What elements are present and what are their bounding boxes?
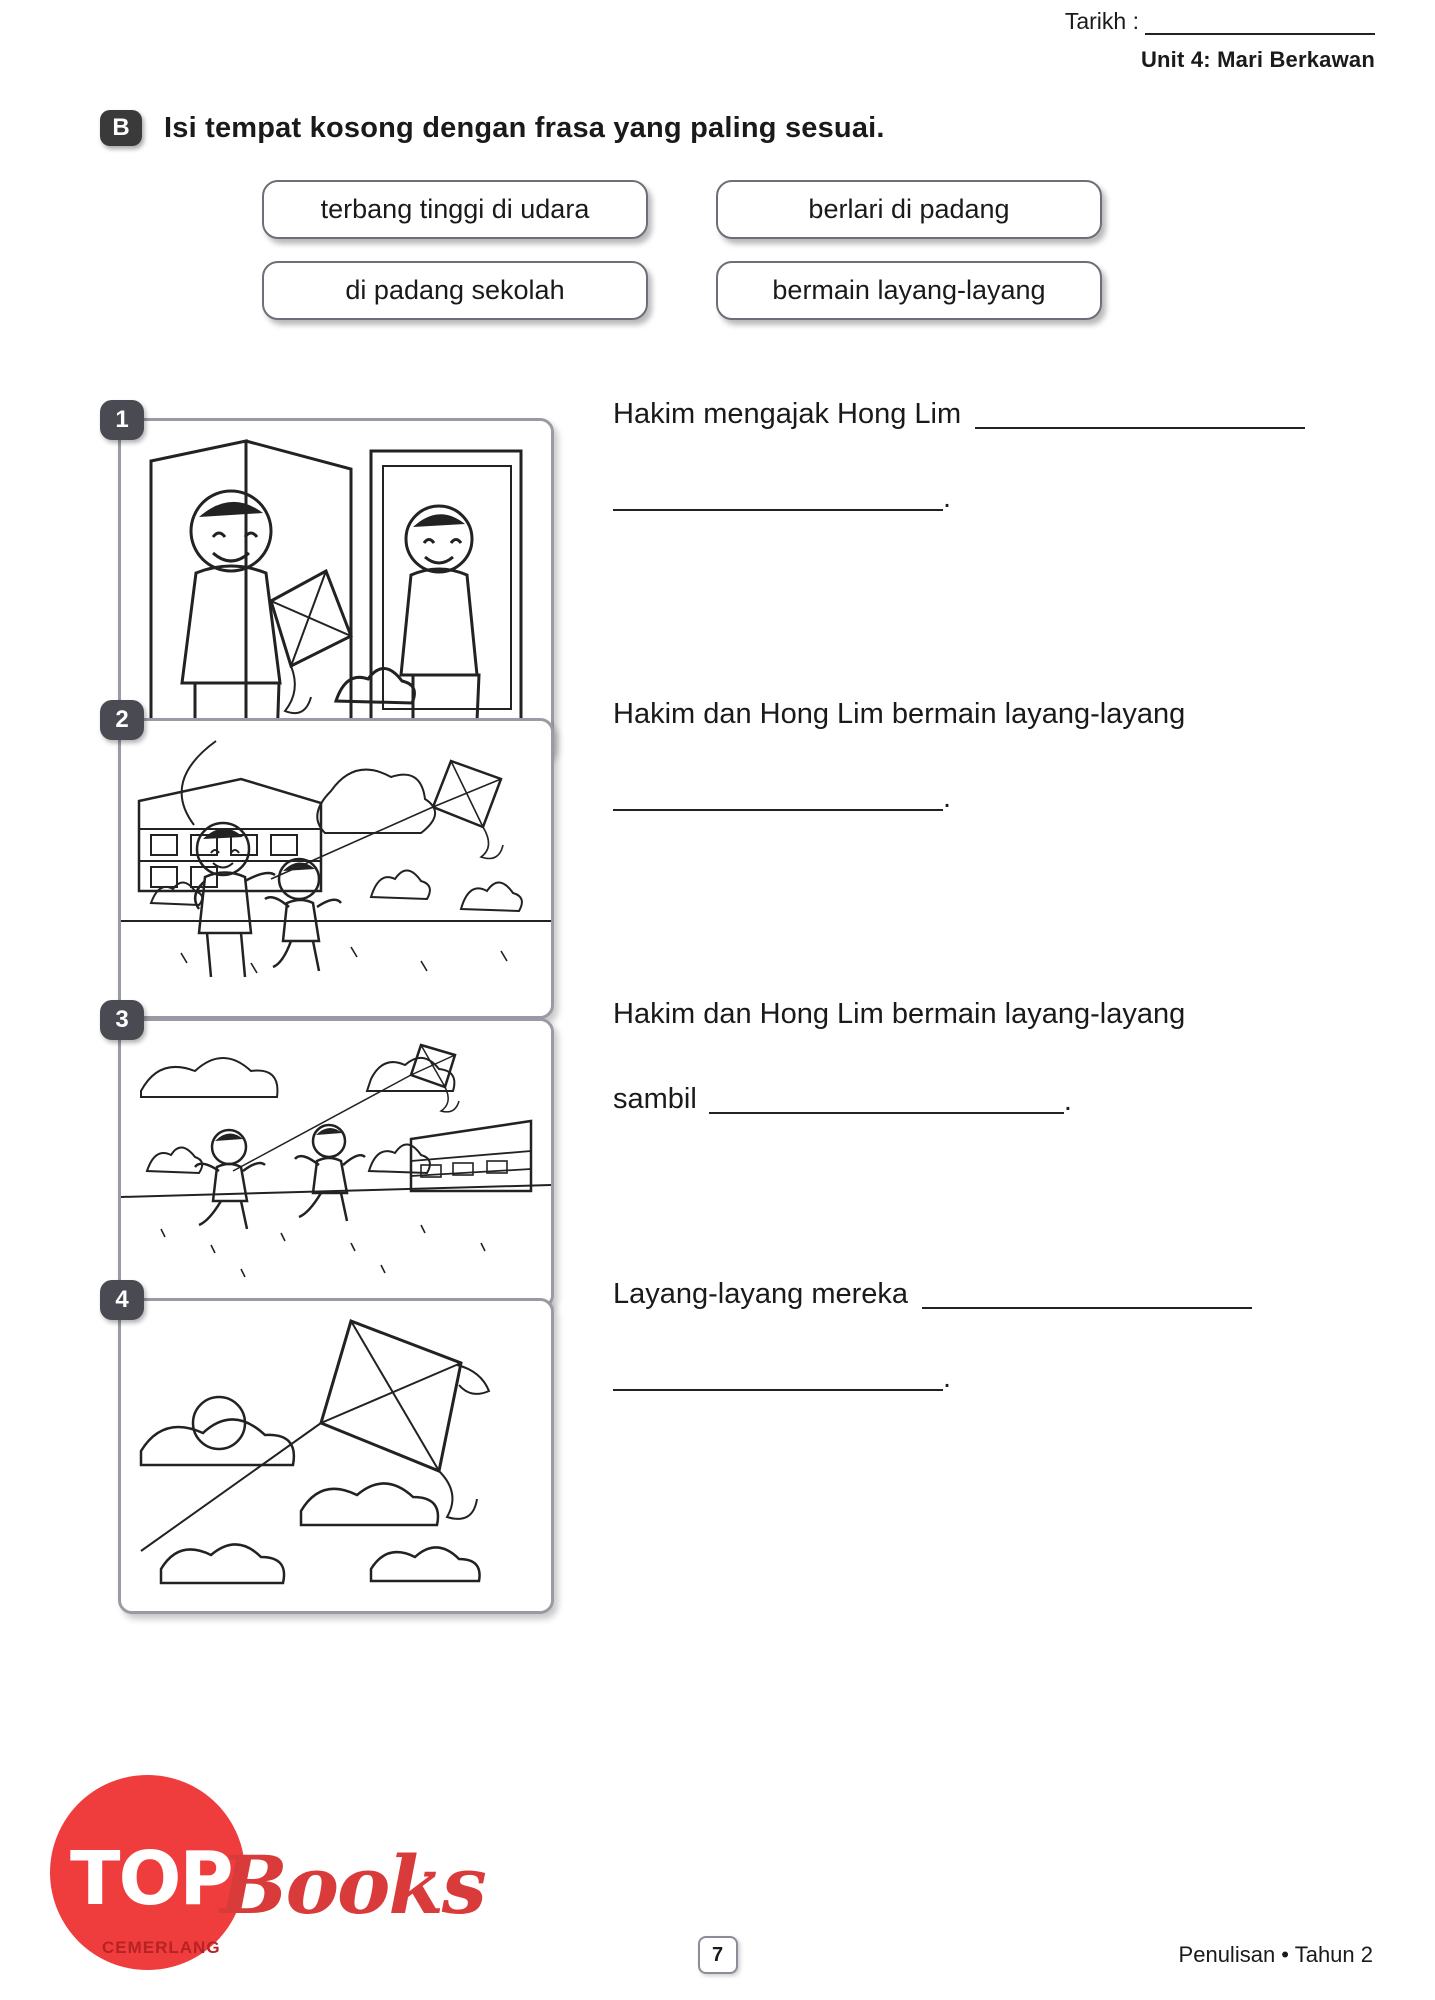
running-kite-scene-icon [121,1021,551,1306]
field-kite-scene-icon [121,721,551,1016]
phrase-option[interactable]: berlari di padang [716,180,1102,239]
logo-top-text: TOP [70,1836,232,1922]
date-label: Tarikh : [1064,8,1139,34]
illustration-3 [118,1018,554,1309]
kite-in-sky-icon [121,1301,551,1611]
sentence-1-text: Hakim mengajak Hong Lim [613,398,962,430]
exercise-item-2 [100,698,1350,814]
sentence-2 [555,698,1350,814]
sentence-3-text: Hakim dan Hong Lim bermain layang-layang [613,998,1186,1030]
illustration-wrap-4 [100,1280,555,1391]
phrase-row-1 [262,180,1192,239]
instruction-text: Isi tempat kosong dengan frasa yang paling sesuai. [164,111,885,144]
page-number: 7 [698,1936,738,1974]
sentence-1 [555,398,1350,514]
unit-title: Unit 4: Mari Berkawan [1140,47,1375,72]
period: . [943,782,952,814]
phrase-option[interactable]: bermain layang-layang [716,261,1102,320]
section-instruction [100,110,885,146]
answer-blank[interactable] [613,487,943,511]
exercise-item-1 [100,398,1350,514]
logo-subtitle: CEMERLANG [102,1938,221,1957]
exercise-item-4 [100,1278,1350,1394]
period: . [943,482,952,514]
answer-blank[interactable] [922,1285,1252,1309]
period: . [943,1362,952,1394]
section-badge: B [100,110,142,146]
sentence-2-text: Hakim dan Hong Lim bermain layang-layang [613,698,1186,730]
page-header [1065,8,1375,73]
sentence-4 [555,1278,1350,1394]
date-blank-line[interactable] [1145,19,1375,35]
illustration-wrap-1 [100,400,555,511]
item-number-4: 4 [100,1280,144,1320]
footer-subject: Penulisan • Tahun 2 [1178,1942,1373,1967]
phrase-option[interactable]: terbang tinggi di udara [262,180,648,239]
sentence-3-text-2: sambil [613,1083,697,1115]
illustration-wrap-2 [100,700,555,811]
illustration-4 [118,1298,554,1614]
answer-blank[interactable] [613,787,943,811]
phrase-bank [262,180,1192,342]
illustration-2 [118,718,554,1019]
date-field [1065,8,1375,35]
exercise-item-3 [100,998,1350,1117]
answer-blank[interactable] [709,1090,1064,1114]
item-number-1: 1 [100,400,144,440]
item-number-2: 2 [100,700,144,740]
publisher-logo [40,1770,485,1980]
phrase-option[interactable]: di padang sekolah [262,261,648,320]
sentence-4-text: Layang-layang mereka [613,1278,909,1310]
answer-blank[interactable] [975,405,1305,429]
sentence-3 [555,998,1350,1117]
illustration-wrap-3 [100,1000,555,1114]
phrase-row-2 [262,261,1192,320]
item-number-3: 3 [100,1000,144,1040]
period: . [1063,1084,1072,1117]
answer-blank[interactable] [613,1367,943,1391]
logo-books-text: Books [220,1838,485,1932]
